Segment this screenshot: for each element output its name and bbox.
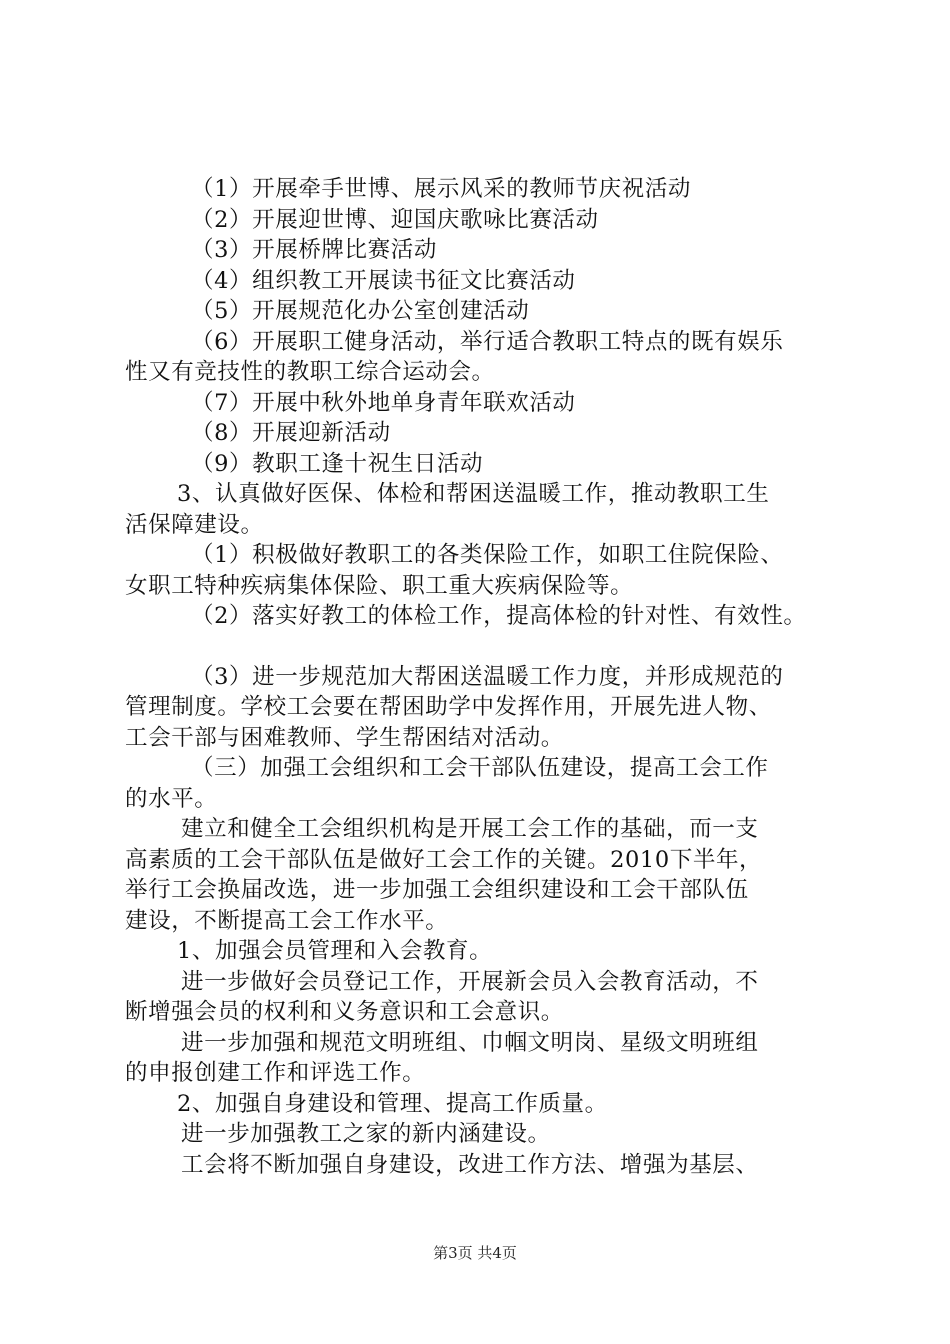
text-line: 性又有竞技性的教职工综合运动会。 bbox=[125, 359, 495, 385]
text-line: 断增强会员的权利和义务意识和工会意识。 bbox=[125, 999, 564, 1025]
text-line: 进一步加强和规范文明班组、巾帼文明岗、星级文明班组 bbox=[181, 1029, 759, 1056]
text-line: 的申报创建工作和评选工作。 bbox=[125, 1060, 426, 1086]
text-line: 高素质的工会干部队伍是做好工会工作的关键。2010下半年， bbox=[125, 846, 763, 873]
text-line: （8）开展迎新活动 bbox=[191, 420, 391, 446]
text-line: （3）进一步规范加大帮困送温暖工作力度，并形成规范的 bbox=[191, 663, 784, 690]
text-line: （4）组织教工开展读书征文比赛活动 bbox=[191, 267, 576, 294]
document-body bbox=[125, 174, 845, 1180]
text-line: （7）开展中秋外地单身青年联欢活动 bbox=[191, 389, 576, 416]
text-line bbox=[125, 632, 845, 662]
text-line: 建立和健全工会组织机构是开展工会工作的基础，而一支 bbox=[181, 816, 759, 842]
text-line: 2、加强自身建设和管理、提高工作质量。 bbox=[177, 1090, 608, 1117]
text-line: 建设，不断提高工会工作水平。 bbox=[125, 907, 449, 934]
text-line: 进一步做好会员登记工作，开展新会员入会教育活动，不 bbox=[181, 968, 759, 995]
page-footer: 第3页 共4页 bbox=[433, 1244, 517, 1262]
text-line: 工会将不断加强自身建设，改进工作方法、增强为基层、 bbox=[181, 1151, 759, 1178]
text-line: 的水平。 bbox=[125, 785, 218, 812]
text-line: （2）落实好教工的体检工作，提高体检的针对性、有效性。 bbox=[191, 603, 807, 629]
text-line: （3）开展桥牌比赛活动 bbox=[191, 237, 437, 263]
text-line: （三）加强工会组织和工会干部队伍建设，提高工会工作 bbox=[191, 755, 769, 781]
text-line: （5）开展规范化办公室创建活动 bbox=[191, 298, 530, 324]
text-line: （1）开展牵手世博、展示风采的教师节庆祝活动 bbox=[191, 176, 692, 202]
text-line: （9）教职工逢十祝生日活动 bbox=[191, 450, 484, 477]
text-line: （6）开展职工健身活动，举行适合教职工特点的既有娱乐 bbox=[191, 328, 784, 355]
text-line: 3、认真做好医保、体检和帮困送温暖工作，推动教职工生 bbox=[177, 481, 770, 507]
text-line: 女职工特种疾病集体保险、职工重大疾病保险等。 bbox=[125, 572, 634, 599]
text-line: 工会干部与困难教师、学生帮困结对活动。 bbox=[125, 724, 564, 751]
text-line: 管理制度。学校工会要在帮困助学中发挥作用，开展先进人物、 bbox=[125, 694, 772, 720]
text-line: 1、加强会员管理和入会教育。 bbox=[177, 938, 493, 964]
text-line: 活保障建设。 bbox=[125, 511, 264, 538]
text-line: 举行工会换届改选，进一步加强工会组织建设和工会干部队伍 bbox=[125, 877, 749, 903]
text-line: （1）积极做好教职工的各类保险工作，如职工住院保险、 bbox=[191, 542, 784, 568]
text-line: （2）开展迎世博、迎国庆歌咏比赛活动 bbox=[191, 206, 599, 233]
text-line: 进一步加强教工之家的新内涵建设。 bbox=[181, 1121, 551, 1147]
